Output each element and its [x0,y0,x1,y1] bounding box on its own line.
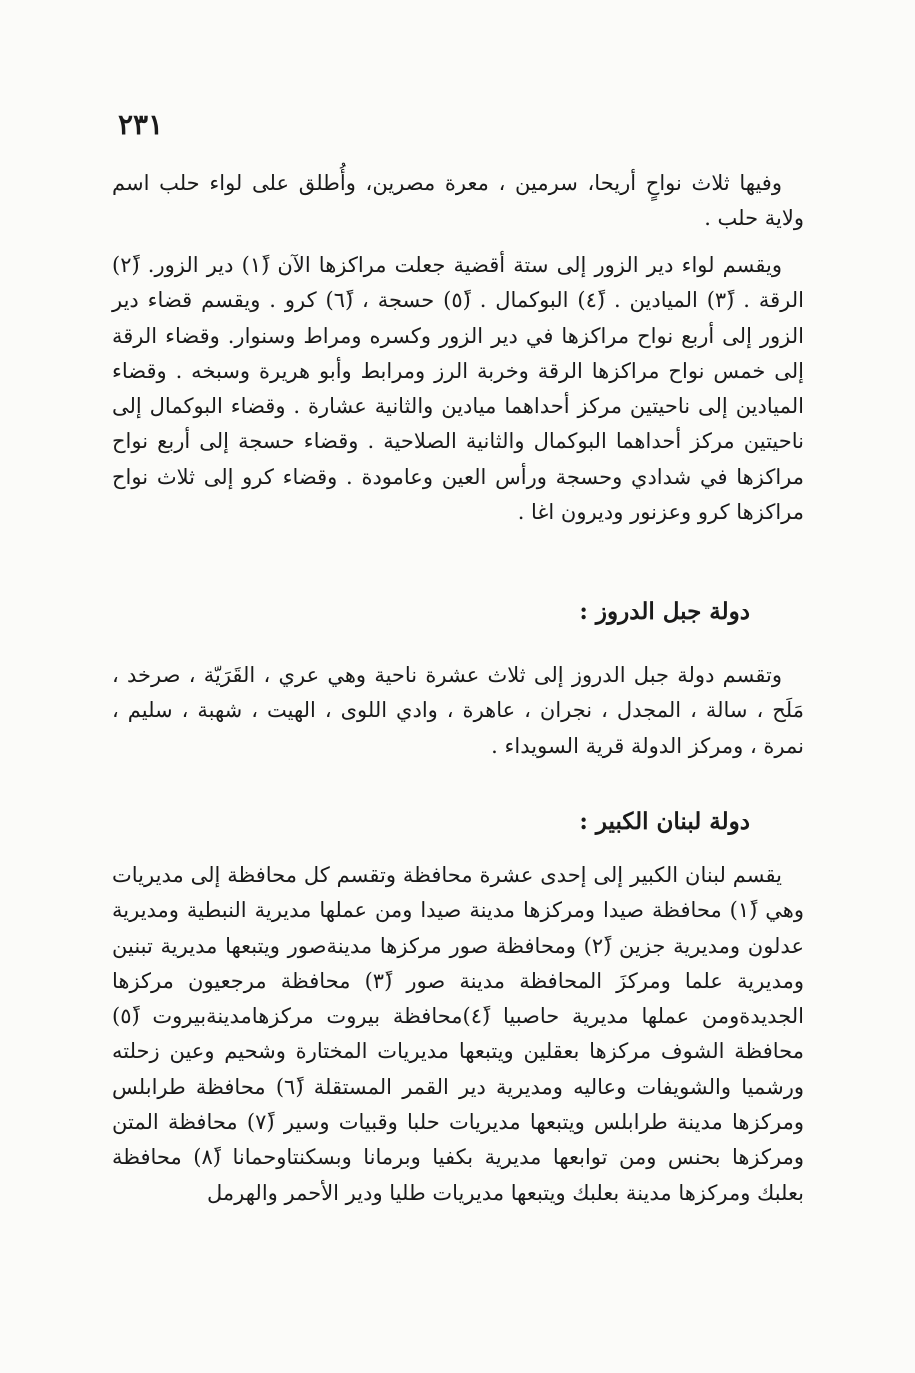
paragraph-text: ويقسم لواء دير الزور إلى ستة أقضية جعلت مراكزها الآن (١ً) دير الزور. (٢ً) الرقة . (٣ً) الميادين . (٤ً) البوكمال . (٥ً) حسجة ، (٦ً) كرو . ويقسم قضاء دير الزور إلى أربع نواح مراكزها في دير الزور وكسره ومراط وسنوار. وقضاء الرقة إلى خمس نواح مراكزها الرقة وخربة الرز ومرابط وأبو هريرة وسبخه . وقضاء الميادين إلى ناحيتين مركز أحداهما ميادين والثانية عشارة . وقضاء البوكمال إلى ناحيتين مركز أحداهما البوكمال والثانية الصلاحية . وقضاء حسجة إلى أربع نواح مراكزها في شدادي وحسجة ورأس العين وعامودة . وقضاء كرو إلى ثلاث نواح مراكزها كرو وعزنور وديرون اغا . [112,253,804,525]
section-heading-jabal-druze: دولة جبل الدروز : [579,598,750,625]
paragraph-text: يقسم لبنان الكبير إلى إحدى عشرة محافظة وتقسم كل محافظة إلى مديريات وهي (١ً) محافظة صيدا ومركزها مدينة صيدا ومن عملها مديرية النبطية ومديرية عدلون ومديرية جزين (٢ً) ومحافظة صور مركزها مدينةصور ويتبعها مديرية تبنين ومديرية علما ومركزَ المحافظة مدينة صور (٣ً) محافظة مرجعيون مركزها الجديدةومن عملها مديرية حاصبيا (٤ً)محافظة بيروت مركزهامدينةبيروت (٥ً) محافظة الشوف مركزها بعقلين ويتبعها مديريات المختارة وشحيم وعين زحلته ورشميا والشويفات وعاليه ومديرية دير القمر المستقلة (٦ً) محافظة طرابلس ومركزها مدينة طرابلس ويتبعها مديريات حلبا وقبيات وسير (٧ً) محافظة المتن ومركزها بحنس ومن توابعها مديرية بكفيا وبرمانا وبسكنتاوحمانا (٨ً) محافظة بعلبك ومركزها مدينة بعلبك ويتبعها مديريات طليا ودير الأحمر والهرمل [112,863,805,1205]
section-heading-greater-lebanon: دولة لبنان الكبير : [579,808,750,835]
paragraph-jabal-druze [112,658,804,764]
paragraph-greater-lebanon [112,858,804,1211]
paragraph-text: وتقسم دولة جبل الدروز إلى ثلاث عشرة ناحية وهي عري ، القَرَيّة ، صرخد ، مَلَح ، سالة ، المجدل ، نجران ، عاهرة ، وادي اللوى ، الهيت ، شهبة ، سليم ، نمرة ، ومركز الدولة قرية السويداء . [112,663,804,758]
paragraph-text: وفيها ثلاث نواحٍ أريحا، سرمين ، معرة مصرين، وأُطلق على لواء حلب اسم ولاية حلب . [112,171,804,231]
paragraph-aleppo [112,166,804,237]
paragraph-deir-ez-zor [112,248,804,530]
page-number: ٢٣١ [118,108,164,141]
